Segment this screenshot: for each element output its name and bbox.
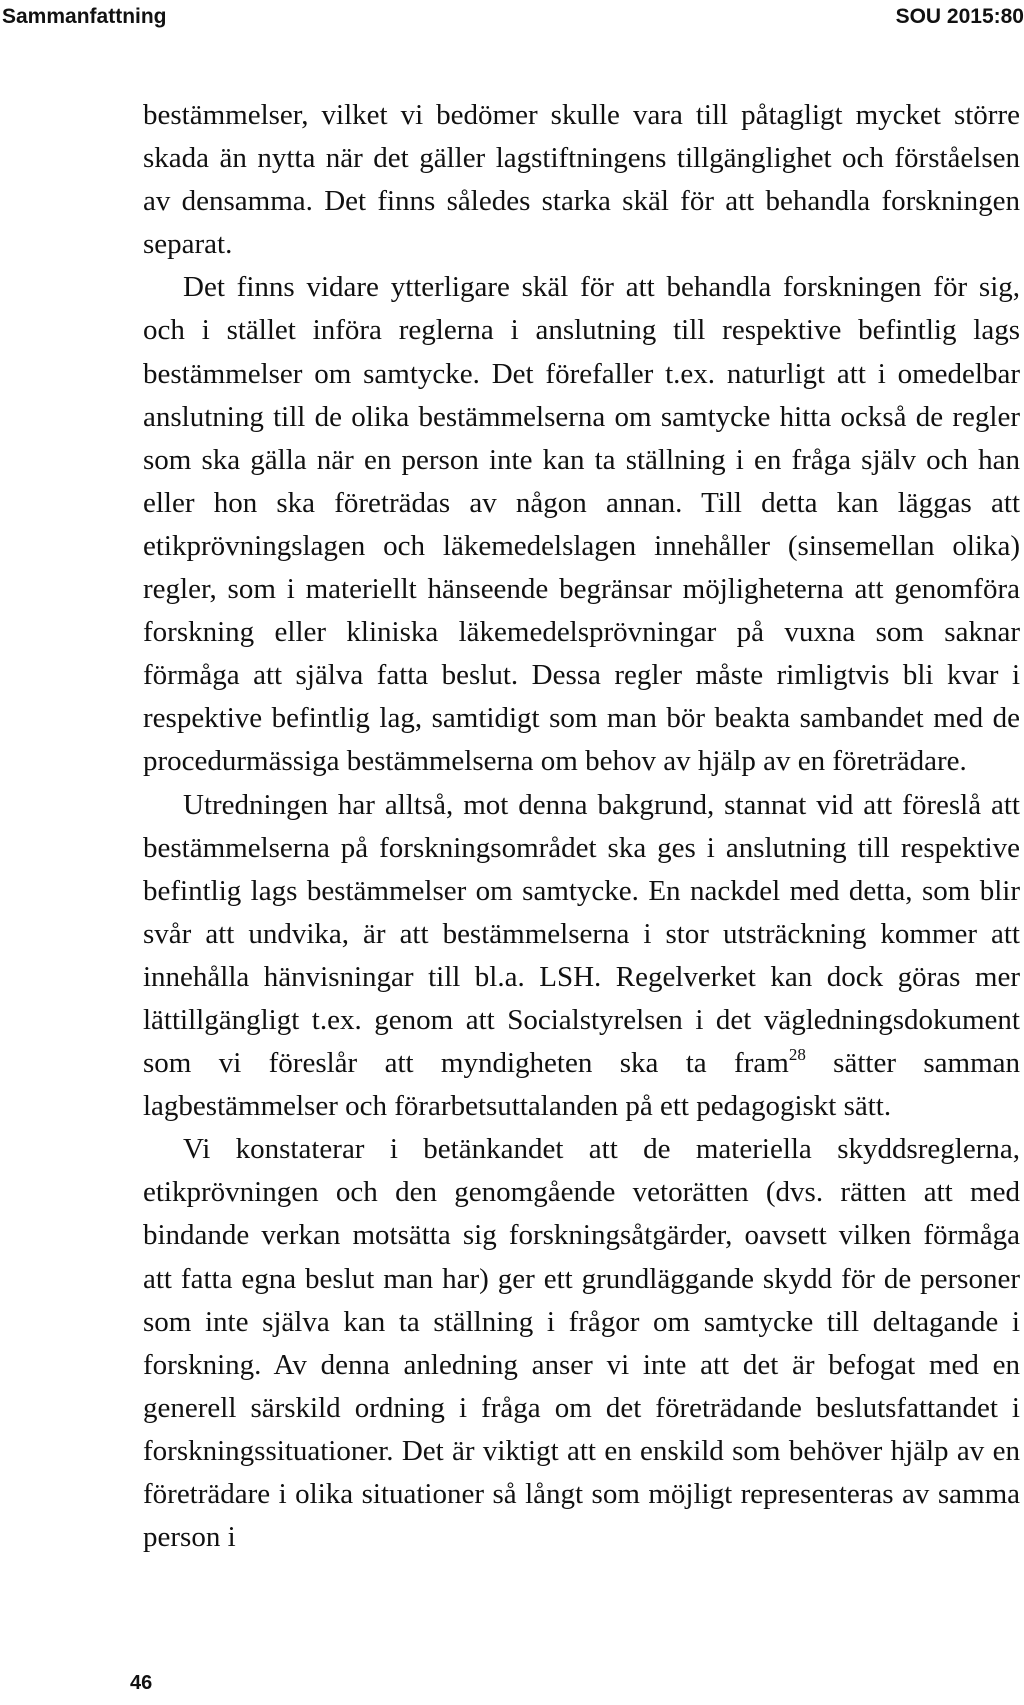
paragraph-text: Utredningen har alltså, mot denna bakgrund, stannat vid att föreslå att bestämmelserna på forskningsområdet ska ges i anslutning till respektive befintlig lags bestämmelser om samtycke. En nackdel med detta, som blir svår att undvika, är att bestämmelserna i stor utsträckning kommer att innehålla hänvisningar till bl.a. LSH. Regelverket kan dock göras mer lättillgängligt t.ex. genom att Socialstyrelsen i det vägledningsdokument som vi föreslår att myndigheten ska ta fram: [143, 788, 1020, 1080]
paragraph: [143, 784, 1020, 1129]
running-header: [0, 0, 1024, 40]
paragraph: Vi konstaterar i betänkandet att de materiella skyddsreglerna, etikprövningen och den genomgående vetorätten (dvs. rätten att med bindande verkan motsätta sig forskningsåtgärder, oavsett vilken förmåga att fatta egna beslut man har) ger ett grundläggande skydd för de personer som inte själva kan ta ställning i frågor om samtycke till deltagande i forskning. Av denna anledning anser vi inte att det är befogat med en generell särskild ordning i fråga om det företrädande beslutsfattandet i forskningssituationer. Det är viktigt att en enskild som behöver hjälp av en företrädare i olika situationer så långt som möjligt representeras av samma person i: [143, 1133, 1020, 1554]
body-text: [143, 94, 1020, 1559]
section-title: Sammanfattning: [2, 5, 167, 28]
page-number: 46: [130, 1672, 153, 1694]
paragraph: Det finns vidare ytterligare skäl för att behandla forskningen för sig, och i stället införa reglerna i anslutning till respektive befintlig lags bestämmelser om samtycke. Det förefaller t.ex. naturligt att i omedelbar anslutning till de olika bestämmelserna om samtycke hitta också de regler som ska gälla när en person inte kan ta ställning i en fråga själv och han eller hon ska företrädas av någon annan. Till detta kan läggas att etikprövningslagen och läkemedelslagen innehåller (sinsemellan olika) regler, som i materiellt hänseende begränsar möjligheterna att genomföra forskning eller kliniska läkemedelsprövningar på vuxna som saknar förmåga att själva fatta beslut. Dessa regler måste rimligtvis bli kvar i respektive befintlig lag, samtidigt som man bör beakta sambandet med de procedurmässiga bestämmelserna om behov av hjälp av en företrädare.: [143, 271, 1020, 778]
report-id: SOU 2015:80: [895, 5, 1024, 28]
footnote-reference[interactable]: 28: [788, 1045, 806, 1065]
paragraph-text: sätter samman lagbestämmelser och förarbetsuttalanden på ett pedagogiskt sätt.: [143, 1047, 1021, 1123]
paragraph: bestämmelser, vilket vi bedömer skulle vara till påtagligt mycket större skada än nytta när det gäller lagstiftningens tillgänglighet och förståelsen av densamma. Det finns således starka skäl för att behandla forskningen separat.: [143, 99, 1020, 261]
